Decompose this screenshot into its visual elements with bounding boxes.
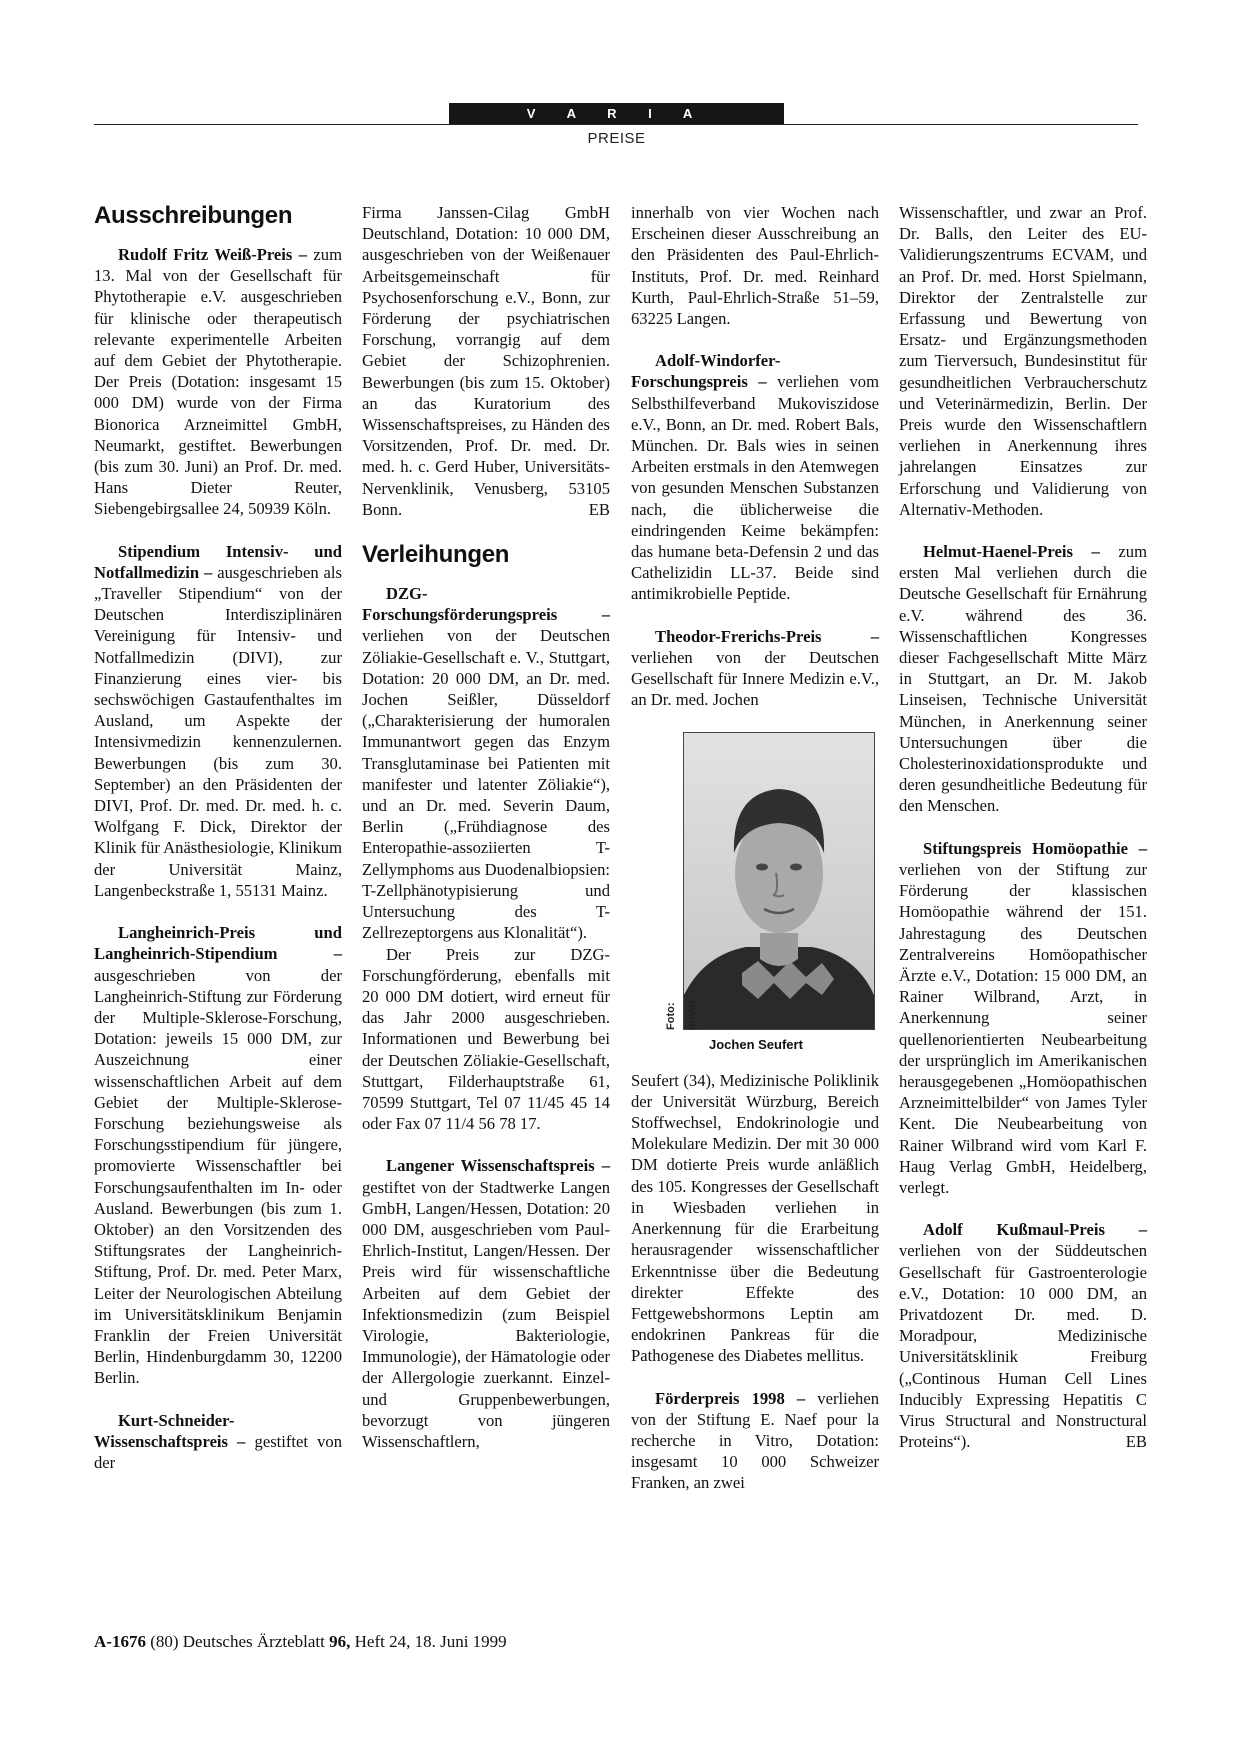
continued-text: Wissenschaftler, und zwar an Prof. Dr. Balls, den Leiter des EU-Validierungszentrums ECVAM, und an Prof. Dr. med. Horst Spielmann, Direktor der Zentralstelle zur Erfassung und Bewertung von Ersatz- und Ergänzungsmethoden zum Tierversuch, Bundesinstitut für gesundheitlichen Verbraucherschutz und Veterinärmedizin, Berlin. Der Preis wurde den Wissenschaftlern verliehen in Anerkennung ihres jahrelangen Einsatzes zur Erforschung und Validierung von Alternativ-Methoden.	[899, 203, 1147, 519]
entry-dzg-preis-continued: Der Preis zur DZG-Forschungförderung, ebenfalls mit 20 000 DM dotiert, wird erneut für das Jahr 2000 ausgeschrieben. Informationen und Bewerbung bei der Deutschen Zöliakie-Gesellschaft, Stuttgart, Filderhauptstraße 61, 70599 Stuttgart, Tel 07 11/45 45 14 oder Fax 07 11/4 56 78 17.	[362, 944, 610, 1134]
entry-windorfer-preis	[631, 350, 879, 604]
paragraph-text: Firma Janssen-Cilag GmbH Deutschland, Dotation: 10 000 DM, ausgeschrieben von der Weißenauer Arbeitsgemeinschaft für Psychosenforschung e.V., Bonn, zur Förderung der psychiatrischen Forschung, vorrangig auf dem Gebiet der Schizophrenien. Bewerbungen (bis zum 15. Oktober) an das Kuratorium des Wissenschaftspreises, zu Händen des Vorsitzenden, Prof. Dr. med. Dr. med. h. c. Gerd Huber, Universitäts-Nervenklinik, Venusberg, 53105 Bonn.	[362, 203, 610, 519]
prize-title: DZG-Forschungsförderungspreis –	[362, 584, 610, 625]
prize-title: Adolf Kußmaul-Preis –	[923, 1220, 1147, 1240]
prize-text: ausgeschrieben als „Traveller Stipendium“ von der Deutschen Interdisziplinären Vereinigung für Intensiv- und Notfallmedizin (DIVI), zur Finanzierung eines vier- bis sechswöchigen Gastaufenthaltes im Ausland, um Aspekte der Intensivmedizin kennenzulernen. Bewerbungen (bis zum 30. September) an den Präsidenten der DIVI, Prof. Dr. med. Dr. med. h. c. Wolfgang F. Dick, Direktor der Klinik für Anästhesiologie, Klinikum der Universität Mainz, Langenbeckstraße 1, 55131 Mainz.	[94, 562, 342, 900]
page-footer	[94, 1632, 507, 1652]
continued-text: innerhalb von vier Wochen nach Erscheinen dieser Ausschreibung an den Präsidenten des Paul-Ehrlich-Instituts, Prof. Dr. med. Reinhard Kurth, Paul-Ehrlich-Straße 51–59, 63225 Langen.	[631, 203, 879, 329]
entry-foerderpreis-1998	[631, 1388, 879, 1494]
prize-text: verliehen von der Stiftung zur Förderung der klassischen Homöopathie während der 151. Jahrestagung des Deutschen Zentralvereins Homöopathischer Ärzte e.V., Dotation: 15 000 DM, an Rainer Wilbrand, Arzt, in Anerkennung seiner quellenorientierten Neubearbeitung der ursprünglich im Amerikanischen herausgegebenen „Homöopathischen Arzneimittelbilder“ von James Tyler Kent. Die Neubearbeitung von Rainer Wilbrand wird vom Karl F. Haug Verlag GmbH, Heidelberg, verlegt.	[899, 859, 1147, 1197]
entry-langener-preis	[362, 1155, 610, 1452]
prize-title: Rudolf Fritz Weiß-Preis –	[118, 245, 308, 264]
prize-text: verliehen von der Deutschen Gesellschaft für Innere Medizin e.V., an Dr. med. Jochen	[631, 647, 879, 710]
prize-title: Kurt-Schneider-Wissenschaftspreis –	[94, 1410, 246, 1451]
prize-title: Förderpreis 1998 –	[655, 1388, 806, 1408]
column-4	[899, 202, 1147, 1452]
prize-title: Stiftungspreis Homöopathie –	[923, 838, 1147, 858]
entry-haenel-preis	[899, 541, 1147, 817]
continued-text	[362, 202, 610, 520]
prize-text: zum ersten Mal verliehen durch die Deutsche Gesellschaft für Ernährung e.V. während des 36. Wissenschaftlichen Kongresses dieser Fachgesellschaft Mitte März in Stuttgart, an Dr. M. Jakob Linseisen, Technische Universität München, in Anerkennung seiner Untersuchungen über die Cholesterinoxidationsprodukte und deren gesundheitliche Bedeutung für den Menschen.	[899, 542, 1147, 816]
column-2	[362, 202, 610, 1452]
author-signature: EB	[1125, 1432, 1147, 1452]
portrait-photo	[683, 732, 875, 1030]
prize-title: Stipendium Intensiv- und Notfallmedizin –	[94, 541, 342, 582]
heading-verleihungen: Verleihungen	[362, 541, 510, 569]
photo-caption: Jochen Seufert	[709, 1037, 803, 1053]
prize-text: verliehen von der Süddeutschen Gesellschaft für Gastroenterologie e.V., Dotation: 10 000 DM, an Privatdozent Dr. med. D. Moradpour, Medizinische Universitätsklinik Freiburg („Continous Human Cell Lines Inducibly Expressing Hepatitis C Virus Structural and Nonstructural Proteins“).	[899, 1241, 1147, 1452]
entry-dzg-preis	[362, 583, 610, 943]
section-banner: V A R I A	[449, 103, 784, 124]
prize-text: ausgeschrieben von der Langheinrich-Stiftung zur Förderung der Multiple-Sklerose-Forschung, Dotation: jeweils 15 000 DM, zur Auszeichnung einer wissenschaftlichen Arbeit auf dem Gebiet der Multiple-Sklerose-Forschung beziehungsweise als Forschungsstipendium für jüngere, promovierte Wissenschaftler bei Forschungsaufenthalten im In- oder Ausland. Bewerbungen (bis zum 1. Oktober) an den Vorsitzenden des Stiftungsrates der Langheinrich-Stiftung, Prof. Dr. med. Peter Marx, Leiter der Neurologischen Abteilung im Universitätsklinikum Benjamin Franklin der Freien Universität Berlin, Hindenburgdamm 30, 12200 Berlin.	[94, 965, 342, 1388]
photo-credit: Foto: privat	[665, 1000, 699, 1031]
prize-text: verliehen von der Deutschen Zöliakie-Gesellschaft e. V., Stuttgart, Dotation: 20 000 DM, an Dr. med. Jochen Seißler, Düsseldorf („Charakterisierung der humoralen Immunantwort gegen das Enzym Transglutaminase bei Patienten mit manifester und latenter Zöliakie“), und an Dr. med. Severin Daum, Berlin („Frühdiagnose des Enteropathie-assoziierten T-Zellymphoms aus Duodenalbiopsien: T-Zellphänotypisierung und Untersuchung des T-Zellrezeptorgens aus Klonalität“).	[362, 626, 610, 943]
entry-stipendium-intensiv	[94, 541, 342, 901]
column-3	[631, 202, 879, 1494]
prize-title: Langener Wissenschaftspreis –	[386, 1156, 610, 1176]
prize-text: zum 13. Mal von der Gesellschaft für Phytotherapie e.V. ausgeschrieben für klinische oder therapeutisch relevante experimentelle Arbeiten auf dem Gebiet der Phytotherapie. Der Preis (Dotation: insgesamt 15 000 DM) wurde von der Firma Bionorica Arzneimittel GmbH, Neumarkt, gestiftet. Bewerbungen (bis zum 30. Juni) an Prof. Dr. med. Hans Dieter Reuter, Siebengebirgsallee 24, 50939 Köln.	[94, 245, 342, 519]
page-number: A-1676	[94, 1632, 146, 1651]
header-rule	[94, 124, 1138, 125]
entry-weiss-preis	[94, 244, 342, 520]
prize-text: verliehen von der Stiftung E. Naef pour la recherche in Vitro, Dotation: insgesamt 10 000 Schweizer Franken, an zwei	[631, 1388, 880, 1493]
author-signature: EB	[588, 499, 610, 519]
subsection-label: PREISE	[587, 130, 646, 147]
entry-kurt-schneider	[94, 1410, 342, 1474]
prize-text: gestiftet von der Stadtwerke Langen GmbH, Langen/Hessen, Dotation: 20 000 DM, ausgeschrieben vom Paul-Ehrlich-Institut, Langen/Hessen. Der Preis wird für wissenschaftliche Arbeiten auf dem Gebiet der Infektionsmedizin (zum Beispiel Virologie, Bakteriologie, Immunologie), der Hämatologie oder der Allergologie zuerkannt. Einzel- und Gruppenbewerbungen, bevorzugt von jüngeren Wissenschaftlern,	[362, 1177, 610, 1451]
portrait-figure	[665, 732, 877, 1055]
journal-name: (80) Deutsches Ärzteblatt	[150, 1632, 325, 1651]
prize-title: Langheinrich-Preis und Langheinrich-Stipendium –	[94, 923, 342, 964]
prize-text: gestiftet von der	[94, 1431, 343, 1472]
entry-frerichs-continued: Seufert (34), Medizinische Poliklinik der Universität Würzburg, Bereich Stoffwechsel, Endokrinologie und Molekulare Medizin. Der mit 30 000 DM dotierte Preis wurde anläßlich des 105. Kongresses der Gesellschaft in Wiesbaden verliehen in Anerkennung für die Erarbeitung herausragender wissenschaftlicher Erkenntnisse über die Bedeutung direkter Effekte des Fettgewebshormons Leptin am endokrinen Pankreas für die Pathogenese des Diabetes mellitus.	[631, 1070, 879, 1366]
journal-volume: 96,	[329, 1632, 351, 1651]
entry-homoeopathie-preis	[899, 838, 1147, 1198]
heading-ausschreibungen: Ausschreibungen	[94, 202, 293, 229]
entry-langheinrich	[94, 922, 342, 1388]
column-1	[94, 202, 342, 1473]
prize-title: Theodor-Frerichs-Preis –	[655, 626, 879, 646]
issue-date: Heft 24, 18. Juni 1999	[354, 1632, 507, 1651]
prize-title: Helmut-Haenel-Preis –	[923, 542, 1100, 562]
entry-kussmaul-preis	[899, 1219, 1147, 1452]
prize-text: verliehen vom Selbsthilfeverband Mukoviszidose e.V., Bonn, an Dr. med. Robert Bals, München. Dr. Bals wies in seinen Arbeiten erstmals in den Atemwegen von gesunden Menschen Substanzen nach, die üblicherweise die eindringenden Keime bekämpfen: das humane beta-Defensin 2 und das Cathelizidin LL-37. Beide sind antimikrobielle Peptide.	[631, 372, 879, 604]
entry-frerichs-preis	[631, 626, 879, 711]
prize-title: Adolf-Windorfer-Forschungspreis –	[631, 351, 781, 392]
